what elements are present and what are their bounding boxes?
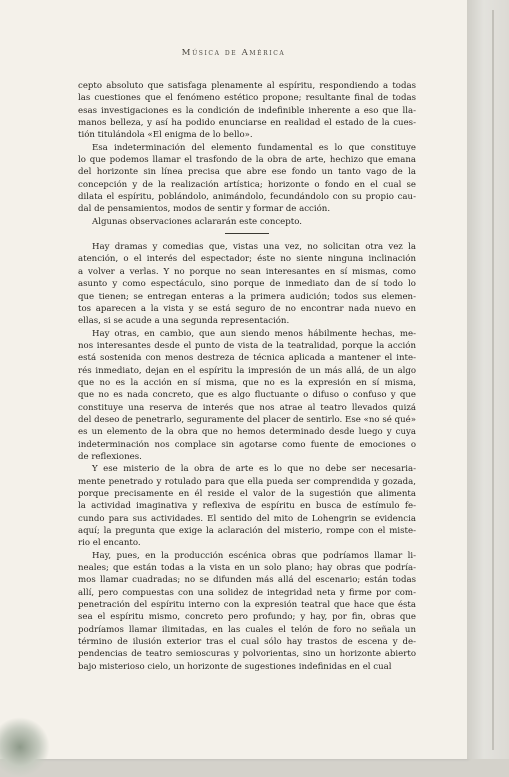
text-line: a volver a verlas. Y no porque no sean interesantes en sí mismas, como	[78, 266, 416, 277]
text-line: dilata el espíritu, poblándolo, animándolo, fecundándolo con su propio cau-	[78, 192, 416, 203]
text-line: pendencias de teatro semioscuras y polvorientas, sino un horizonte abierto	[78, 649, 416, 660]
text-line: constituye una reserva de interés que nos atrae al teatro llevados quizá	[78, 402, 416, 413]
section-divider	[225, 233, 269, 234]
text-line: Hay, pues, en la producción escénica obras que podríamos llamar li-	[92, 550, 416, 561]
text-line: la actividad imaginativa y reflexiva de espíritu en busca de estímulo fe-	[78, 501, 416, 512]
text-line: esas investigaciones es la condición de indefinible inherente a eso que lla-	[78, 105, 416, 116]
text-line: cundo para sus actividades. El sentido del mito de Lohengrin se evidencia	[78, 513, 416, 524]
text-line: Y ese misterio de la obra de arte es lo que no debe ser necesaria-	[92, 464, 416, 475]
text-line: tos aparecen a la vista y se está seguro de no encontrar nada nuevo en	[78, 303, 416, 314]
text-line: lo que podemos llamar el trasfondo de la obra de arte, hechizo que emana	[78, 155, 416, 166]
text-line: Esa indeterminación del elemento fundamental es lo que constituye	[92, 142, 416, 153]
text-line: rés inmediato, dejan en el espíritu la impresión de un más allá, de un algo	[78, 365, 416, 376]
text-line: rio el encanto.	[78, 538, 141, 549]
text-line: indeterminación nos complace sin agotarse como fuente de emociones o	[78, 439, 416, 450]
text-line: término de ilusión exterior tras el cual sólo hay trastos de escena y de-	[78, 637, 416, 648]
text-line: que tienen; se entregan enteras a la primera audición; todos sus elemen-	[78, 291, 416, 302]
text-line: aquí; la pregunta que exige la aclaración del misterio, rompe con el miste-	[78, 526, 416, 537]
text-line: penetración del espíritu interno con la expresión teatral que hace que ésta	[78, 600, 416, 611]
text-line: mente penetrado y rotulado para que ella pueda ser comprendida y gozada,	[78, 476, 416, 487]
text-line: asunto y como espectáculo, sino porque de inmediato dan de sí todo lo	[78, 279, 416, 290]
text-line: de reflexiones.	[78, 451, 142, 462]
text-line: atención, o el interés del espectador; éste no siente ninguna inclinación	[78, 254, 416, 265]
text-line: mos llamar cuadradas; no se difunden más allá del escenario; están todas	[78, 575, 416, 586]
text-line: Hay otras, en cambio, que aun siendo menos hábilmente hechas, me-	[92, 328, 416, 339]
text-line: nos interesantes desde el punto de vista de la teatralidad, porque la acción	[78, 340, 416, 351]
text-line: tión titulándola «El enigma de lo bello».	[78, 130, 253, 141]
text-line: está sostenida con menos destreza de técnica aplicada a mantener el inte-	[78, 353, 416, 364]
text-line: las cuestiones que el fenómeno estético propone; resultante final de todas	[78, 93, 416, 104]
text-line: que no es la acción en sí misma, que no es la expresión en sí misma,	[78, 377, 416, 388]
running-head: Música de América	[181, 48, 286, 58]
text-line: ellas, si se acude a una segunda representación.	[78, 316, 290, 327]
body-text	[78, 80, 416, 673]
section-2	[78, 241, 416, 673]
text-line: Algunas observaciones aclararán este concepto.	[92, 216, 302, 227]
text-line: porque precisamente en él reside el valor de la sugestión que alimenta	[78, 489, 416, 499]
text-line: que no es nada concreto, que es algo fluctuante o difuso o confuso y que	[78, 390, 416, 401]
text-line: bajo misterioso cielo, un horizonte de sugestiones indefinidas en el cual	[78, 661, 392, 672]
text-line: concepción y de la realización artística; horizonte o fondo en el cual se	[78, 179, 416, 190]
text-line: manos belleza, y así ha podido enunciarse en realidad el estado de la cues-	[78, 118, 416, 129]
text-line: neales; que están todas a la vista en un solo plano; hay obras que podría-	[78, 563, 416, 574]
section-1	[78, 80, 416, 228]
text-line: allí, pero compuestas con una solidez de integridad neta y firme por com-	[78, 587, 416, 598]
text-line: es un elemento de la obra que no hemos determinado desde luego y cuya	[78, 427, 416, 438]
text-line: cepto absoluto que satisfaga plenamente al espíritu, respondiendo a todas	[78, 81, 416, 91]
text-line: podríamos llamar ilimitadas, en las cuales el telón de foro no señala un	[78, 624, 416, 635]
book-gutter	[467, 0, 509, 759]
text-line: Hay dramas y comedias que, vistas una vez, no solicitan otra vez la	[92, 242, 416, 253]
text-line: dal de pensamientos, modos de sentir y formar de acción.	[78, 204, 331, 215]
text-line: sea el espíritu mismo, concreto pero profundo; y hay, por fin, obras que	[78, 612, 416, 623]
page-corner-stain	[0, 717, 50, 777]
text-line: del horizonte sin línea precisa que abre ese fondo un tanto vago de la	[78, 167, 416, 178]
gutter-edge	[492, 10, 494, 750]
text-line: del deseo de penetrarlo, seguramente del placer de sentirlo. Ese «no sé qué»	[78, 414, 416, 425]
